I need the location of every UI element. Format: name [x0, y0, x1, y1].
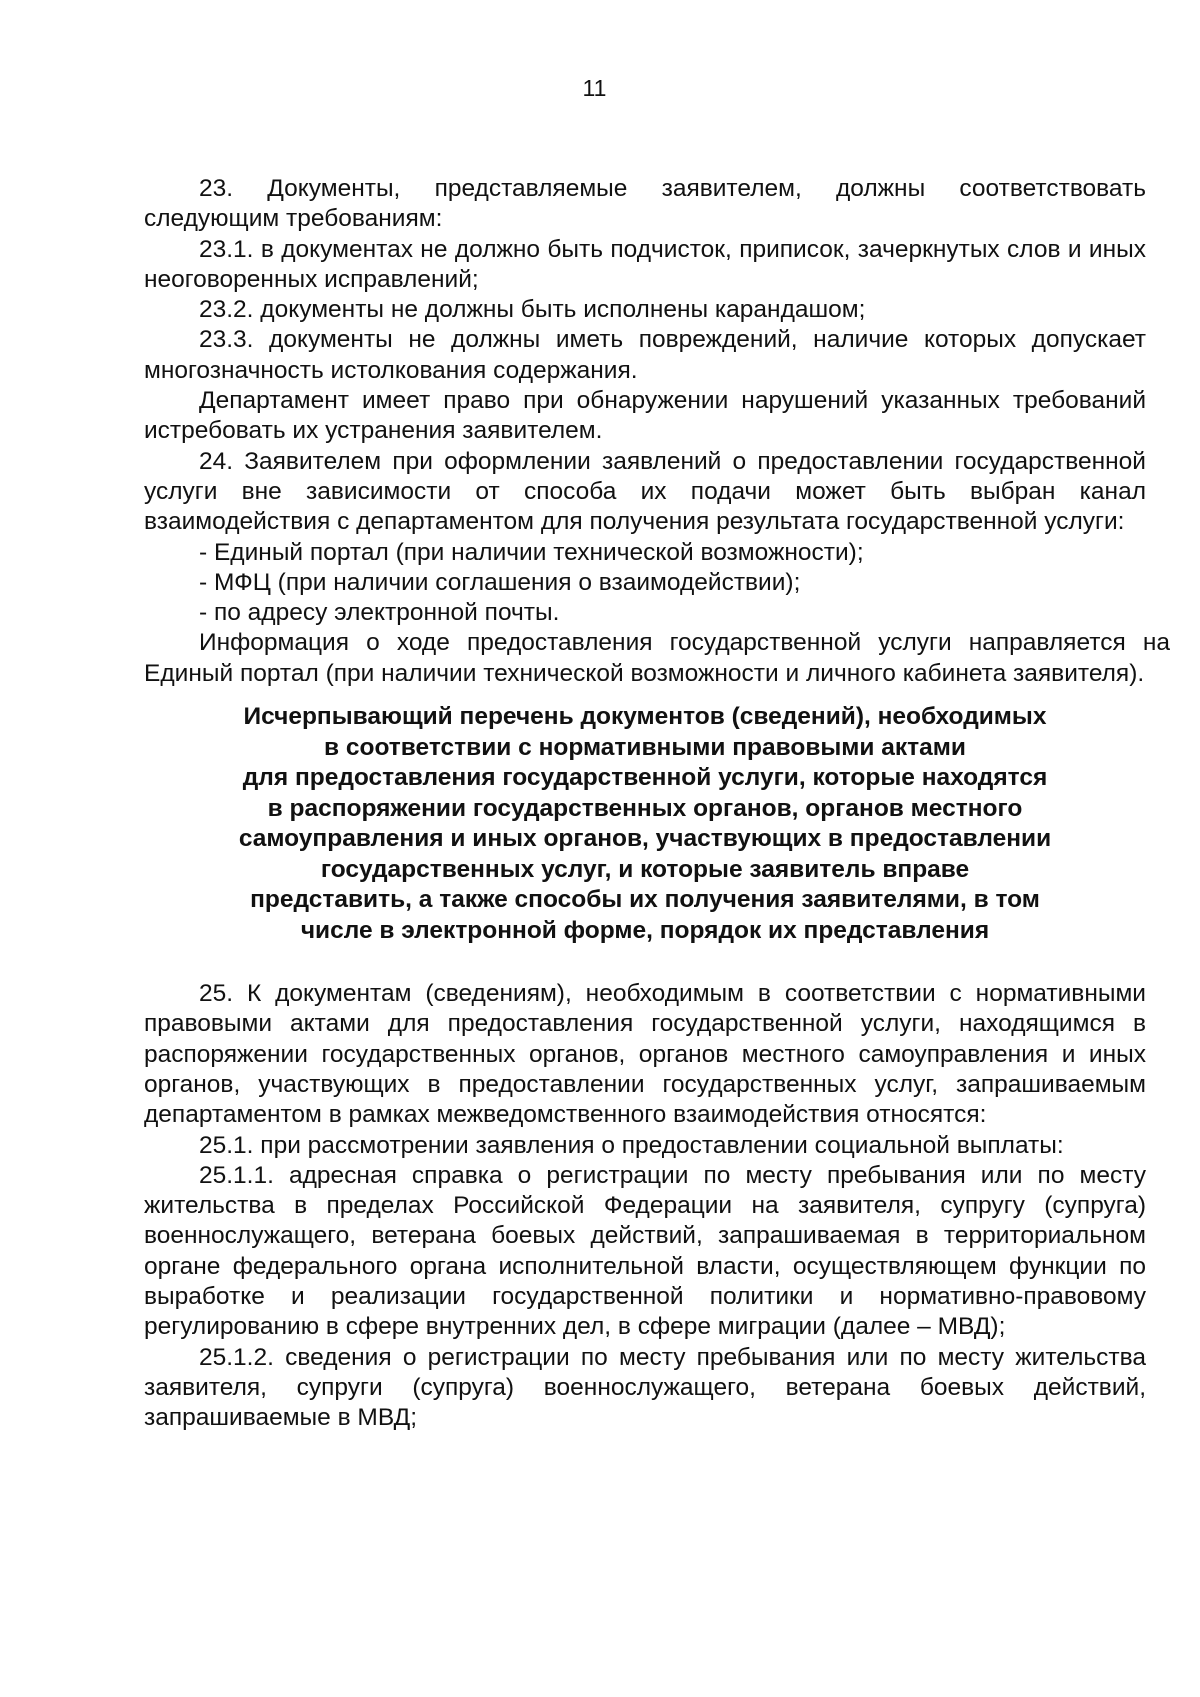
paragraph-25-1-2: 25.1.2. сведения о регистрации по месту пребывания или по месту жительства заявителя, супруги (супруга) военнослужащего, ветерана боевых действий, запрашиваемые в МВД; [144, 1343, 1146, 1432]
paragraph-23-2: 23.2. документы не должны быть исполнены карандашом; [199, 296, 866, 324]
paragraph-23-3: 23.3. документы не должны иметь повреждений, наличие которых допускает многозначность истолкования содержания. [144, 326, 1146, 384]
paragraph-department-right: Департамент имеет право при обнаружении нарушений указанных требований истребовать их устранения заявителем. [144, 387, 1146, 445]
list-item-mfc: - МФЦ (при наличии соглашения о взаимодействии); [199, 568, 801, 596]
heading-line: представить, а также способы их получения заявителями, в том [250, 886, 1040, 914]
paragraph-25-1: 25.1. при рассмотрении заявления о предоставлении социальной выплаты: [199, 1131, 1064, 1159]
paragraph-25-1-1: 25.1.1. адресная справка о регистрации по месту пребывания или по месту жительства в пределах Российской Федерации на заявителя, супругу (супруга) военнослужащего, ветерана боевых действий, запрашиваемая в территориальном органе федерального органа исполнительной власти, осуществляющем функции по выработке и реализации государственной политики и нормативно-правовому регулированию в сфере внутренних дел, в сфере миграции (далее – МВД); [144, 1161, 1146, 1341]
heading-line: самоуправления и иных органов, участвующих в предоставлении [238, 825, 1052, 853]
heading-line: в соответствии с нормативными правовыми актами [323, 733, 966, 761]
section-heading [144, 702, 1146, 946]
heading-line: Исчерпывающий перечень документов (сведений), необходимых [243, 703, 1047, 731]
heading-line: числе в электронной форме, порядок их представления [300, 916, 990, 944]
paragraph-progress-info: Информация о ходе предоставления государственной услуги направляется на Единый портал (при наличии технической возможности и личного кабинета заявителя). [144, 629, 1170, 687]
page-number: 11 [582, 75, 607, 101]
list-item-email: - по адресу электронной почты. [199, 599, 560, 627]
spacer [144, 946, 1146, 979]
list-item-unified-portal: - Единый портал (при наличии технической возможности); [199, 538, 864, 566]
heading-line: государственных услуг, и которые заявитель вправе [320, 855, 970, 883]
paragraph-23: 23. Документы, представляемые заявителем, должны соответствовать следующим требованиям: [144, 175, 1146, 233]
paragraph-23-1: 23.1. в документах не должно быть подчисток, приписок, зачеркнутых слов и иных неоговоренных исправлений; [144, 235, 1146, 293]
paragraph-25: 25. К документам (сведениям), необходимым в соответствии с нормативными правовыми актами для предоставления государственной услуги, находящимся в распоряжении государственных органов, органов местного самоуправления и иных органов, участвующих в предоставлении государственных услуг, запрашиваемым департаментом в рамках межведомственного взаимодействия относятся: [144, 980, 1146, 1129]
heading-line: для предоставления государственной услуги, которые находятся [242, 764, 1048, 792]
heading-line: в распоряжении государственных органов, органов местного [267, 794, 1023, 822]
paragraph-24: 24. Заявителем при оформлении заявлений о предоставлении государственной услуги вне зависимости от способа их подачи может быть выбран канал взаимодействия с департаментом для получения результата государственной услуги: [144, 447, 1146, 536]
document-body [144, 174, 1170, 1434]
